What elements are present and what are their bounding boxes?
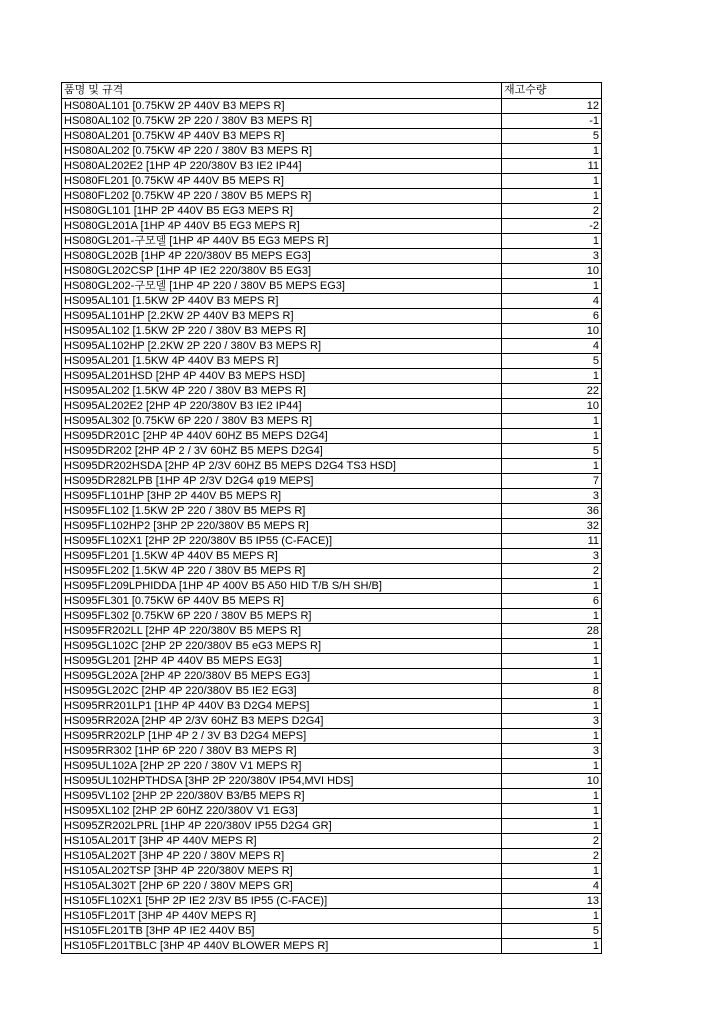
- product-spec-cell: HS080AL202E2 [1HP 4P 220/380V B3 IE2 IP44]: [62, 159, 502, 174]
- product-spec-cell: HS105FL102X1 [5HP 2P IE2 2/3V B5 IP55 (C-FACE)]: [62, 894, 502, 909]
- stock-qty-cell: 1: [502, 669, 602, 684]
- stock-qty-cell: 36: [502, 504, 602, 519]
- table-row: [62, 654, 602, 669]
- table-row: [62, 114, 602, 129]
- product-spec-cell: HS095GL201 [2HP 4P 440V B5 MEPS EG3]: [62, 654, 502, 669]
- stock-qty-cell: 10: [502, 264, 602, 279]
- stock-qty-cell: 1: [502, 234, 602, 249]
- product-spec-cell: HS105AL202T [3HP 4P 220 / 380V MEPS R]: [62, 849, 502, 864]
- product-spec-cell: HS095GL202A [2HP 4P 220/380V B5 MEPS EG3]: [62, 669, 502, 684]
- table-row: [62, 324, 602, 339]
- product-spec-cell: HS095DR282LPB [1HP 4P 2/3V D2G4 φ19 MEPS]: [62, 474, 502, 489]
- product-spec-cell: HS095FL202 [1.5KW 4P 220 / 380V B5 MEPS R]: [62, 564, 502, 579]
- product-spec-cell: HS080GL202CSP [1HP 4P IE2 220/380V B5 EG3]: [62, 264, 502, 279]
- product-spec-cell: HS095AL302 [0.75KW 6P 220 / 380V B3 MEPS R]: [62, 414, 502, 429]
- stock-qty-cell: 1: [502, 609, 602, 624]
- inventory-table: [61, 82, 602, 954]
- table-body: [62, 99, 602, 954]
- product-spec-cell: HS095AL202 [1.5KW 4P 220 / 380V B3 MEPS R]: [62, 384, 502, 399]
- inventory-sheet: [61, 82, 601, 954]
- product-spec-cell: HS095AL202E2 [2HP 4P 220/380V B3 IE2 IP44]: [62, 399, 502, 414]
- stock-qty-cell: 13: [502, 894, 602, 909]
- stock-qty-cell: 1: [502, 369, 602, 384]
- table-row: [62, 819, 602, 834]
- stock-qty-cell: 1: [502, 864, 602, 879]
- table-row: [62, 669, 602, 684]
- table-row: [62, 594, 602, 609]
- table-row: [62, 534, 602, 549]
- table-row: [62, 714, 602, 729]
- table-row: [62, 624, 602, 639]
- table-row: [62, 564, 602, 579]
- stock-qty-cell: 1: [502, 759, 602, 774]
- product-spec-cell: HS095FR202LL [2HP 4P 220/380V B5 MEPS R]: [62, 624, 502, 639]
- stock-qty-cell: 3: [502, 489, 602, 504]
- table-row: [62, 294, 602, 309]
- table-row: [62, 699, 602, 714]
- product-spec-cell: HS105AL202TSP [3HP 4P 220/380V MEPS R]: [62, 864, 502, 879]
- table-row: [62, 879, 602, 894]
- stock-qty-cell: 3: [502, 714, 602, 729]
- table-row: [62, 414, 602, 429]
- product-spec-cell: HS095GL102C [2HP 2P 220/380V B5 eG3 MEPS R]: [62, 639, 502, 654]
- stock-qty-cell: 11: [502, 534, 602, 549]
- product-spec-cell: HS095GL202C [2HP 4P 220/380V B5 IE2 EG3]: [62, 684, 502, 699]
- product-spec-cell: HS095FL209LPHIDDA [1HP 4P 400V B5 A50 HID T/B S/H SH/B]: [62, 579, 502, 594]
- product-spec-cell: HS080AL102 [0.75KW 2P 220 / 380V B3 MEPS R]: [62, 114, 502, 129]
- stock-qty-cell: 4: [502, 879, 602, 894]
- table-row: [62, 729, 602, 744]
- stock-qty-cell: 5: [502, 444, 602, 459]
- stock-qty-cell: 1: [502, 174, 602, 189]
- stock-qty-cell: 28: [502, 624, 602, 639]
- stock-qty-cell: 8: [502, 684, 602, 699]
- table-row: [62, 204, 602, 219]
- product-spec-cell: HS095AL201HSD [2HP 4P 440V B3 MEPS HSD]: [62, 369, 502, 384]
- product-spec-cell: HS095AL102 [1.5KW 2P 220 / 380V B3 MEPS R]: [62, 324, 502, 339]
- product-spec-cell: HS095UL102HPTHDSA [3HP 2P 220/380V IP54,MVI HDS]: [62, 774, 502, 789]
- product-spec-cell: HS095FL201 [1.5KW 4P 440V B5 MEPS R]: [62, 549, 502, 564]
- stock-qty-cell: 2: [502, 204, 602, 219]
- product-spec-cell: HS095AL101HP [2.2KW 2P 440V B3 MEPS R]: [62, 309, 502, 324]
- stock-qty-cell: 1: [502, 144, 602, 159]
- table-row: [62, 834, 602, 849]
- stock-qty-cell: 4: [502, 339, 602, 354]
- stock-qty-cell: 1: [502, 939, 602, 954]
- table-row: [62, 399, 602, 414]
- stock-qty-cell: 2: [502, 564, 602, 579]
- table-row: [62, 519, 602, 534]
- stock-qty-cell: 4: [502, 294, 602, 309]
- table-row: [62, 924, 602, 939]
- table-row: [62, 759, 602, 774]
- product-spec-cell: HS105FL201T [3HP 4P 440V MEPS R]: [62, 909, 502, 924]
- stock-qty-cell: 32: [502, 519, 602, 534]
- table-row: [62, 309, 602, 324]
- product-spec-cell: HS095RR202A [2HP 4P 2/3V 60HZ B3 MEPS D2G4]: [62, 714, 502, 729]
- header-row: [62, 83, 602, 99]
- table-row: [62, 219, 602, 234]
- table-row: [62, 909, 602, 924]
- product-spec-cell: HS095AL101 [1.5KW 2P 440V B3 MEPS R]: [62, 294, 502, 309]
- stock-qty-cell: 1: [502, 459, 602, 474]
- header-stock-qty: 재고수량: [502, 83, 602, 99]
- product-spec-cell: HS095FL102HP2 [3HP 2P 220/380V B5 MEPS R]: [62, 519, 502, 534]
- stock-qty-cell: 1: [502, 789, 602, 804]
- table-row: [62, 249, 602, 264]
- table-row: [62, 939, 602, 954]
- product-spec-cell: HS095DR202HSDA [2HP 4P 2/3V 60HZ B5 MEPS D2G4 TS3 HSD]: [62, 459, 502, 474]
- table-row: [62, 384, 602, 399]
- table-row: [62, 354, 602, 369]
- product-spec-cell: HS105AL201T [3HP 4P 440V MEPS R]: [62, 834, 502, 849]
- product-spec-cell: HS105FL201TBLC [3HP 4P 440V BLOWER MEPS R]: [62, 939, 502, 954]
- product-spec-cell: HS095RR201LP1 [1HP 4P 440V B3 D2G4 MEPS]: [62, 699, 502, 714]
- product-spec-cell: HS095FL102 [1.5KW 2P 220 / 380V B5 MEPS R]: [62, 504, 502, 519]
- table-row: [62, 609, 602, 624]
- table-row: [62, 129, 602, 144]
- stock-qty-cell: 10: [502, 774, 602, 789]
- product-spec-cell: HS095FL302 [0.75KW 6P 220 / 380V B5 MEPS R]: [62, 609, 502, 624]
- product-spec-cell: HS080AL202 [0.75KW 4P 220 / 380V B3 MEPS R]: [62, 144, 502, 159]
- stock-qty-cell: 5: [502, 924, 602, 939]
- product-spec-cell: HS095FL301 [0.75KW 6P 440V B5 MEPS R]: [62, 594, 502, 609]
- product-spec-cell: HS095ZR202LPRL [1HP 4P 220/380V IP55 D2G4 GR]: [62, 819, 502, 834]
- stock-qty-cell: -2: [502, 219, 602, 234]
- stock-qty-cell: 1: [502, 819, 602, 834]
- table-row: [62, 279, 602, 294]
- product-spec-cell: HS095VL102 [2HP 2P 220/380V B3/B5 MEPS R]: [62, 789, 502, 804]
- stock-qty-cell: 10: [502, 399, 602, 414]
- table-row: [62, 174, 602, 189]
- stock-qty-cell: 6: [502, 594, 602, 609]
- product-spec-cell: HS095FL102X1 [2HP 2P 220/380V B5 IP55 (C-FACE)]: [62, 534, 502, 549]
- stock-qty-cell: 3: [502, 249, 602, 264]
- stock-qty-cell: 1: [502, 189, 602, 204]
- table-row: [62, 159, 602, 174]
- table-row: [62, 894, 602, 909]
- product-spec-cell: HS095RR302 [1HP 6P 220 / 380V B3 MEPS R]: [62, 744, 502, 759]
- header-product-spec: 품명 및 규격: [62, 83, 502, 99]
- product-spec-cell: HS080GL202B [1HP 4P 220/380V B5 MEPS EG3]: [62, 249, 502, 264]
- table-row: [62, 459, 602, 474]
- product-spec-cell: HS080FL202 [0.75KW 4P 220 / 380V B5 MEPS R]: [62, 189, 502, 204]
- table-row: [62, 789, 602, 804]
- stock-qty-cell: -1: [502, 114, 602, 129]
- product-spec-cell: HS095DR201C [2HP 4P 440V 60HZ B5 MEPS D2G4]: [62, 429, 502, 444]
- product-spec-cell: HS105FL201TB [3HP 4P IE2 440V B5]: [62, 924, 502, 939]
- table-row: [62, 774, 602, 789]
- stock-qty-cell: 1: [502, 579, 602, 594]
- stock-qty-cell: 5: [502, 129, 602, 144]
- table-row: [62, 489, 602, 504]
- product-spec-cell: HS080AL101 [0.75KW 2P 440V B3 MEPS R]: [62, 99, 502, 114]
- stock-qty-cell: 7: [502, 474, 602, 489]
- table-row: [62, 684, 602, 699]
- product-spec-cell: HS095RR202LP [1HP 4P 2 / 3V B3 D2G4 MEPS]: [62, 729, 502, 744]
- table-row: [62, 579, 602, 594]
- table-row: [62, 864, 602, 879]
- stock-qty-cell: 3: [502, 744, 602, 759]
- table-row: [62, 339, 602, 354]
- stock-qty-cell: 11: [502, 159, 602, 174]
- table-row: [62, 639, 602, 654]
- table-row: [62, 234, 602, 249]
- stock-qty-cell: 2: [502, 849, 602, 864]
- table-row: [62, 849, 602, 864]
- table-row: [62, 504, 602, 519]
- product-spec-cell: HS105AL302T [2HP 6P 220 / 380V MEPS GR]: [62, 879, 502, 894]
- stock-qty-cell: 1: [502, 639, 602, 654]
- product-spec-cell: HS080GL101 [1HP 2P 440V B5 EG3 MEPS R]: [62, 204, 502, 219]
- stock-qty-cell: 1: [502, 429, 602, 444]
- product-spec-cell: HS095XL102 [2HP 2P 60HZ 220/380V V1 EG3]: [62, 804, 502, 819]
- table-row: [62, 429, 602, 444]
- product-spec-cell: HS095AL201 [1.5KW 4P 440V B3 MEPS R]: [62, 354, 502, 369]
- product-spec-cell: HS080AL201 [0.75KW 4P 440V B3 MEPS R]: [62, 129, 502, 144]
- stock-qty-cell: 1: [502, 909, 602, 924]
- product-spec-cell: HS095AL102HP [2.2KW 2P 220 / 380V B3 MEPS R]: [62, 339, 502, 354]
- stock-qty-cell: 1: [502, 804, 602, 819]
- table-row: [62, 144, 602, 159]
- stock-qty-cell: 10: [502, 324, 602, 339]
- table-row: [62, 804, 602, 819]
- table-row: [62, 369, 602, 384]
- stock-qty-cell: 5: [502, 354, 602, 369]
- stock-qty-cell: 1: [502, 279, 602, 294]
- stock-qty-cell: 2: [502, 834, 602, 849]
- product-spec-cell: HS080GL201-구모델 [1HP 4P 440V B5 EG3 MEPS R]: [62, 234, 502, 249]
- table-row: [62, 444, 602, 459]
- stock-qty-cell: 3: [502, 549, 602, 564]
- stock-qty-cell: 1: [502, 729, 602, 744]
- stock-qty-cell: 6: [502, 309, 602, 324]
- stock-qty-cell: 22: [502, 384, 602, 399]
- stock-qty-cell: 1: [502, 699, 602, 714]
- product-spec-cell: HS080FL201 [0.75KW 4P 440V B5 MEPS R]: [62, 174, 502, 189]
- product-spec-cell: HS095DR202 [2HP 4P 2 / 3V 60HZ B5 MEPS D2G4]: [62, 444, 502, 459]
- table-row: [62, 744, 602, 759]
- product-spec-cell: HS080GL201A [1HP 4P 440V B5 EG3 MEPS R]: [62, 219, 502, 234]
- table-row: [62, 549, 602, 564]
- product-spec-cell: HS095UL102A [2HP 2P 220 / 380V V1 MEPS R]: [62, 759, 502, 774]
- table-row: [62, 474, 602, 489]
- table-row: [62, 189, 602, 204]
- product-spec-cell: HS080GL202-구모델 [1HP 4P 220 / 380V B5 MEPS EG3]: [62, 279, 502, 294]
- stock-qty-cell: 1: [502, 414, 602, 429]
- table-row: [62, 99, 602, 114]
- table-row: [62, 264, 602, 279]
- stock-qty-cell: 1: [502, 654, 602, 669]
- product-spec-cell: HS095FL101HP [3HP 2P 440V B5 MEPS R]: [62, 489, 502, 504]
- stock-qty-cell: 12: [502, 99, 602, 114]
